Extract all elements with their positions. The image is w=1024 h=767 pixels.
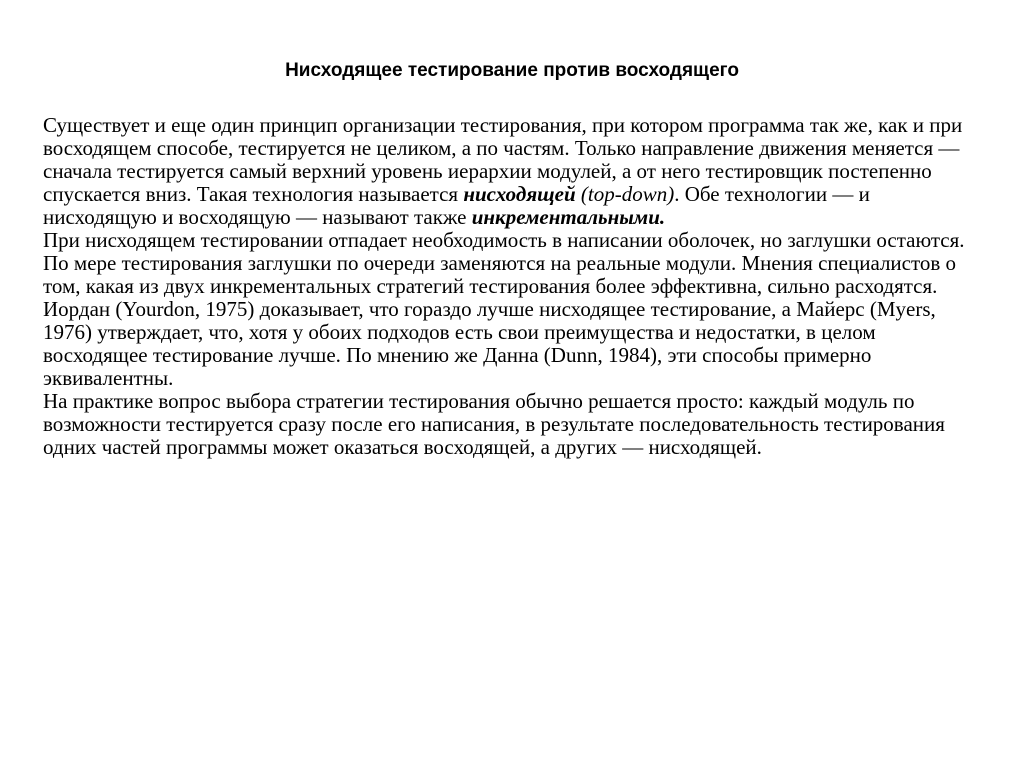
paragraph-intro-text-2: . Обе технологии — и нисходящую и восходящую — называют также: [43, 182, 870, 229]
term-top-down-gloss: (top-down): [575, 182, 675, 206]
paragraph-practice: На практике вопрос выбора стратегии тестирования обычно решается просто: каждый модуль по возможности тестируется сразу после его написания, в результате последовательность тестирования одних частей программы может оказаться восходящей, а других — нисходящей.: [43, 389, 945, 459]
term-incremental: инкрементальными: [471, 205, 660, 229]
paragraph-intro: [43, 114, 983, 229]
paragraph-stubs: При нисходящем тестировании отпадает необходимость в написании оболочек, но заглушки остаются. По мере тестирования заглушки по очереди заменяются на реальные модули. Мнения специалистов о том, какая из двух инкрементальных стратегий тестирования более эффективна, сильно расходятся.: [43, 228, 965, 298]
paragraph-intro-end: .: [659, 205, 666, 229]
slide-title: Нисходящее тестирование против восходящего: [285, 60, 739, 81]
paragraph-intro-text: Существует и еще один принцип организации тестирования, при котором программа так же, как и при восходящем способе, тестируется не целиком, а по частям. Только направление движения меняется — сначала тестируется самый верхний уровень иерархии модулей, а от него тестировщик постепенно спускается вниз. Такая технология называется: [43, 113, 963, 206]
term-top-down: нисходящей: [463, 182, 576, 206]
slide-body: [43, 114, 983, 459]
paragraph-opinions: Иордан (Yourdon, 1975) доказывает, что гораздо лучше нисходящее тестирование, а Майерс (Myers, 1976) утверждает, что, хотя у обоих подходов есть свои преимущества и недостатки, в целом восходящее тестирование лучше. По мнению же Данна (Dunn, 1984), эти способы примерно эквивалентны.: [43, 297, 936, 390]
